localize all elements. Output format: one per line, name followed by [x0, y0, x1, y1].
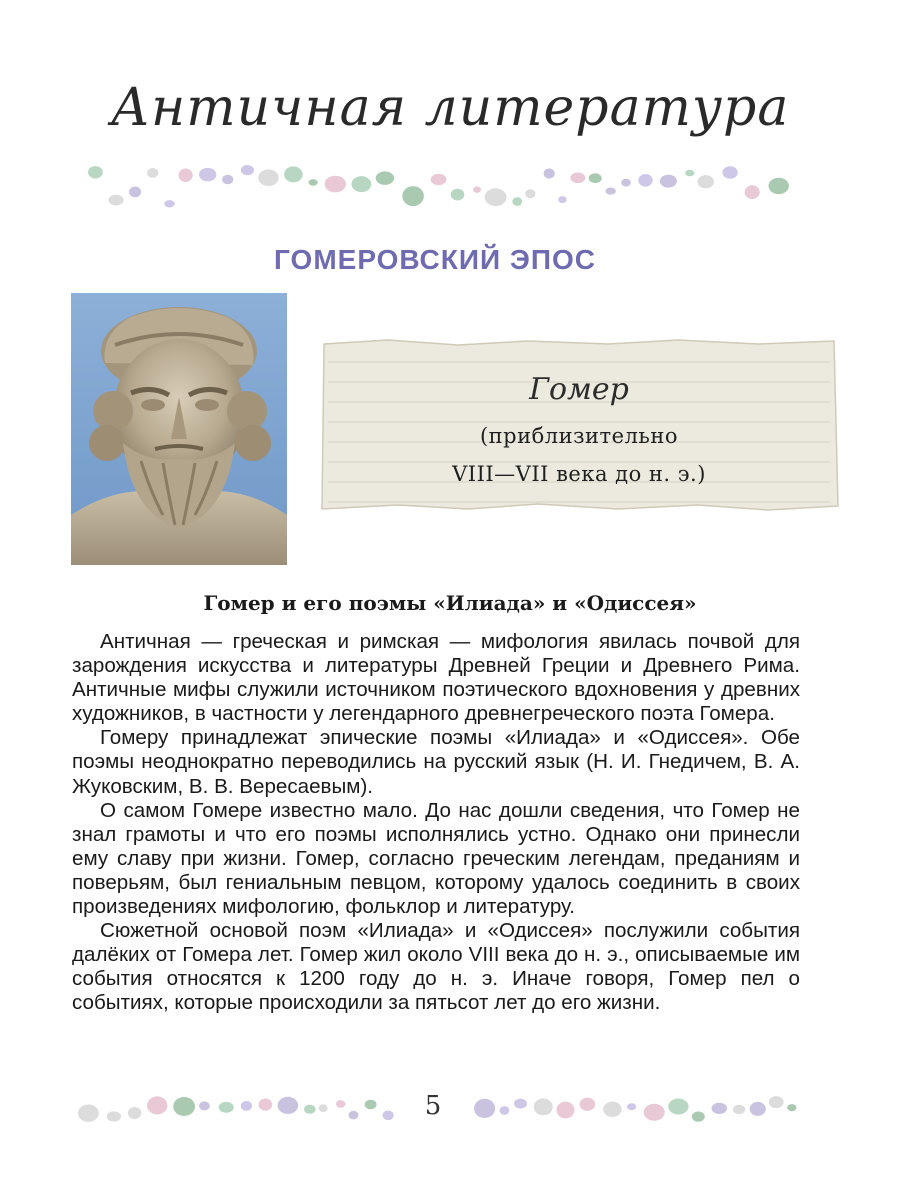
decorative-dot	[219, 1102, 234, 1113]
dot-row	[78, 1096, 394, 1122]
dot-row	[474, 1096, 796, 1122]
decorative-dot	[514, 1099, 527, 1109]
decorative-dot	[558, 196, 566, 203]
author-info-card	[318, 338, 840, 512]
paragraph: Гомеру принадлежат эпические поэмы «Илиада» и «Одиссея». Обе поэмы неоднократно переводились на русский язык (Н. И. Гнедичем, В. А. Жуковским, В. В. Вересаевым).	[72, 726, 800, 798]
decorative-dot	[179, 169, 193, 182]
decorative-dot	[147, 168, 158, 178]
decorative-dot	[402, 186, 424, 206]
paragraph: Античная — греческая и римская — мифология явилась почвой для зарождения искусства и литературы Древней Греции и Древнего Рима. Античные мифы служили источником поэтического вдохновения у древних художников, в частности у легендарного древнегреческого поэта Гомера.	[72, 630, 800, 726]
decorative-dot	[325, 176, 346, 193]
dot-row	[88, 165, 789, 208]
decorative-dot	[199, 168, 216, 181]
decorative-dot	[500, 1106, 510, 1115]
decorative-dot	[278, 1097, 299, 1114]
homer-bust-photo	[71, 293, 287, 565]
decorative-dot	[606, 188, 616, 195]
decorative-dot	[638, 174, 652, 187]
decorative-dot	[473, 186, 481, 192]
decorative-dot	[349, 1111, 359, 1120]
decorative-dot	[451, 189, 465, 201]
page-number: 5	[424, 1091, 442, 1121]
decorative-dot	[685, 170, 694, 177]
decorative-dot	[258, 169, 278, 186]
decorative-dot	[544, 168, 555, 178]
decorative-dot	[304, 1105, 316, 1114]
paragraph: О самом Гомере известно мало. До нас дошли сведения, что Гомер не знал грамоты и что его поэмы исполнялись устно. Однако они принесли ему славу при жизни. Гомер, согласно греческим легендам, преданиям и поверьям, был гениальным певцом, которому удалось соединить в своих произведениях мифологию, фольклор и литературу.	[72, 798, 800, 919]
decorative-dot	[147, 1096, 167, 1114]
decorative-dot	[128, 1107, 141, 1119]
decorative-dot	[88, 166, 103, 178]
decorative-dot	[78, 1105, 99, 1122]
decorative-dot	[199, 1101, 210, 1110]
decorative-dot	[621, 179, 631, 187]
decorative-dot	[109, 195, 124, 206]
author-dates-line-2: VIII—VII века до н. э.)	[452, 462, 706, 486]
author-name: Гомер	[529, 372, 629, 407]
decorative-dot	[241, 165, 254, 175]
decorative-dot	[309, 179, 318, 186]
decorative-dot	[173, 1097, 195, 1116]
decorative-dot	[570, 173, 585, 184]
decorative-dot	[750, 1102, 766, 1116]
decorative-dots-top	[82, 160, 794, 212]
author-dates-line-1: (приблизительно	[479, 424, 679, 448]
decorative-dot	[580, 1098, 596, 1111]
decorative-dot	[365, 1100, 377, 1109]
article-body	[72, 630, 800, 1016]
decorative-dot	[383, 1111, 394, 1121]
decorative-dot	[660, 175, 677, 188]
decorative-dot	[589, 173, 602, 183]
decorative-dot	[712, 1103, 728, 1114]
decorative-dot	[722, 166, 737, 178]
section-heading: ГОМЕРОВСКИЙ ЭПОС	[274, 244, 596, 275]
decorative-dot	[692, 1112, 705, 1122]
decorative-dot	[284, 166, 303, 182]
decorative-dot	[485, 188, 507, 206]
decorative-dot	[222, 175, 233, 184]
decorative-dot	[787, 1104, 796, 1111]
chapter-title: Античная литература	[110, 78, 790, 138]
decorative-dot	[525, 189, 535, 198]
decorative-dot	[164, 200, 174, 207]
decorative-dot	[431, 174, 447, 185]
article-subheading: Гомер и его поэмы «Илиада» и «Одиссея»	[203, 591, 697, 615]
decorative-dot	[769, 178, 789, 194]
decorative-dot	[129, 187, 141, 198]
decorative-dot	[376, 171, 394, 184]
decorative-dot	[698, 175, 714, 188]
decorative-dot	[644, 1104, 665, 1121]
decorative-dot	[733, 1105, 745, 1114]
decorative-dot	[319, 1104, 328, 1112]
decorative-dot	[557, 1102, 575, 1119]
decorative-dot	[259, 1099, 273, 1111]
decorative-dots-bottom-right	[468, 1094, 798, 1124]
decorative-dot	[512, 197, 522, 206]
decorative-dots-bottom-left	[72, 1094, 402, 1124]
paragraph: Сюжетной основой поэм «Илиада» и «Одиссея» послужили события далёких от Гомера лет. Гомер жил около VIII века до н. э., описываемые им события относятся к 1200 году до н. э. Иначе говоря, Гомер пел о событиях, которые происходили за пятьсот лет до его жизни.	[72, 919, 800, 1015]
decorative-dot	[745, 185, 760, 199]
decorative-dot	[107, 1111, 121, 1121]
decorative-dot	[474, 1099, 495, 1118]
decorative-dot	[336, 1100, 345, 1108]
decorative-dot	[534, 1099, 553, 1116]
decorative-dot	[603, 1102, 621, 1117]
decorative-dot	[241, 1101, 252, 1111]
decorative-dot	[668, 1099, 688, 1115]
decorative-dot	[769, 1096, 784, 1108]
decorative-dot	[352, 176, 372, 192]
decorative-dot	[627, 1103, 636, 1110]
